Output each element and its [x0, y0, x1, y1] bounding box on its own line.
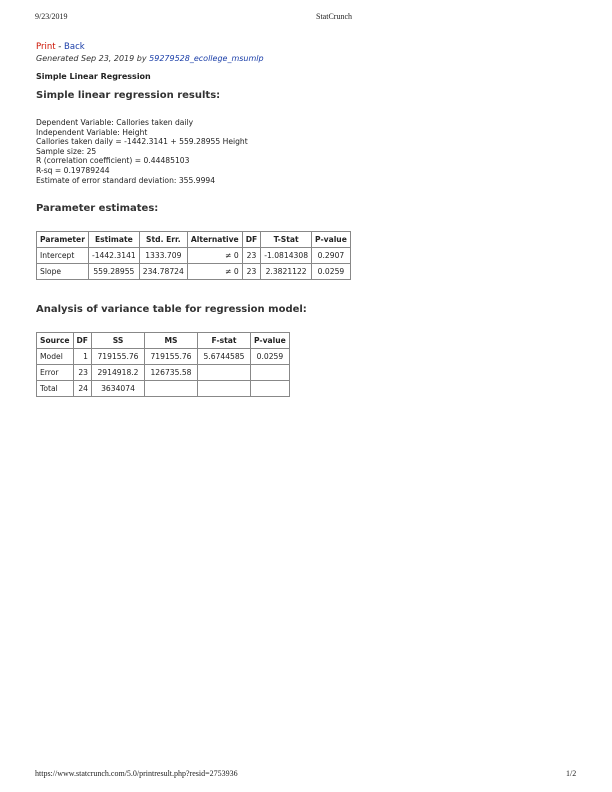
error-std-dev: Estimate of error standard deviation: 355.9994: [36, 175, 216, 185]
r-squared: R-sq = 0.19789244: [36, 165, 110, 175]
parameter-table: [36, 231, 351, 280]
cell-tstat: -1.0814308: [261, 248, 312, 264]
analysis-title: Simple Linear Regression: [36, 72, 151, 81]
cell-std-err: 1333.709: [139, 248, 187, 264]
print-header-title: StatCrunch: [316, 12, 352, 21]
cell-tstat: 2.3821122: [261, 264, 312, 280]
cell-source: Total: [37, 381, 74, 397]
col-parameter: Parameter: [37, 232, 89, 248]
cell-pvalue: [251, 365, 290, 381]
col-tstat: T-Stat: [261, 232, 312, 248]
cell-df: 23: [242, 264, 261, 280]
back-link[interactable]: Back: [64, 42, 85, 52]
report-content: [36, 42, 576, 397]
cell-pvalue: 0.0259: [312, 264, 351, 280]
col-pvalue: P-value: [251, 333, 290, 349]
generated-prefix: Generated Sep 23, 2019 by: [36, 54, 150, 63]
col-pvalue: P-value: [312, 232, 351, 248]
nav-links: [36, 42, 576, 53]
cell-ss: 2914918.2: [92, 365, 145, 381]
col-alternative: Alternative: [187, 232, 242, 248]
generated-line: [36, 53, 576, 64]
cell-parameter: Intercept: [37, 248, 89, 264]
independent-variable: Independent Variable: Height: [36, 127, 148, 137]
table-row: [37, 248, 351, 264]
cell-ms: [145, 381, 198, 397]
anova-title: Analysis of variance table for regression model:: [36, 304, 307, 316]
cell-fstat: [198, 381, 251, 397]
cell-fstat: 5.6744585: [198, 349, 251, 365]
cell-source: Model: [37, 349, 74, 365]
cell-df: 23: [242, 248, 261, 264]
generated-user: 59279528_ecollege_msumlp: [149, 54, 264, 63]
sample-size: Sample size: 25: [36, 146, 97, 156]
col-estimate: Estimate: [88, 232, 139, 248]
cell-fstat: [198, 365, 251, 381]
cell-ms: 126735.58: [145, 365, 198, 381]
results-block: [36, 118, 576, 185]
link-separator: -: [55, 42, 65, 52]
cell-df: 24: [73, 381, 92, 397]
regression-equation: Callories taken daily = -1442.3141 + 559.28955 Height: [36, 137, 248, 147]
cell-ss: 719155.76: [92, 349, 145, 365]
col-df: DF: [242, 232, 261, 248]
correlation-coefficient: R (correlation coefficient) = 0.44485103: [36, 156, 190, 166]
print-date: 9/23/2019: [35, 12, 68, 21]
table-row: [37, 349, 290, 365]
col-fstat: F-stat: [198, 333, 251, 349]
cell-source: Error: [37, 365, 74, 381]
cell-std-err: 234.78724: [139, 264, 187, 280]
table-header-row: [37, 333, 290, 349]
cell-estimate: -1442.3141: [88, 248, 139, 264]
print-link[interactable]: Print: [36, 42, 56, 52]
table-row: [37, 381, 290, 397]
table-row: [37, 264, 351, 280]
cell-df: 23: [73, 365, 92, 381]
param-title: Parameter estimates:: [36, 203, 159, 215]
cell-pvalue: 0.0259: [251, 349, 290, 365]
cell-alternative: ≠ 0: [187, 248, 242, 264]
cell-pvalue: 0.2907: [312, 248, 351, 264]
col-ms: MS: [145, 333, 198, 349]
cell-parameter: Slope: [37, 264, 89, 280]
cell-estimate: 559.28955: [88, 264, 139, 280]
cell-ms: 719155.76: [145, 349, 198, 365]
print-footer-url: https://www.statcrunch.com/5.0/printresult.php?resid=2753936: [35, 769, 238, 778]
results-title: Simple linear regression results:: [36, 90, 221, 101]
table-header-row: [37, 232, 351, 248]
cell-pvalue: [251, 381, 290, 397]
anova-table: [36, 332, 290, 397]
table-row: [37, 365, 290, 381]
cell-df: 1: [73, 349, 92, 365]
page-number: 1/2: [566, 769, 577, 778]
cell-alternative: ≠ 0: [187, 264, 242, 280]
dependent-variable: Dependent Variable: Callories taken daily: [36, 118, 194, 127]
col-ss: SS: [92, 333, 145, 349]
col-df: DF: [73, 333, 92, 349]
col-source: Source: [37, 333, 74, 349]
cell-ss: 3634074: [92, 381, 145, 397]
col-std-err: Std. Err.: [139, 232, 187, 248]
